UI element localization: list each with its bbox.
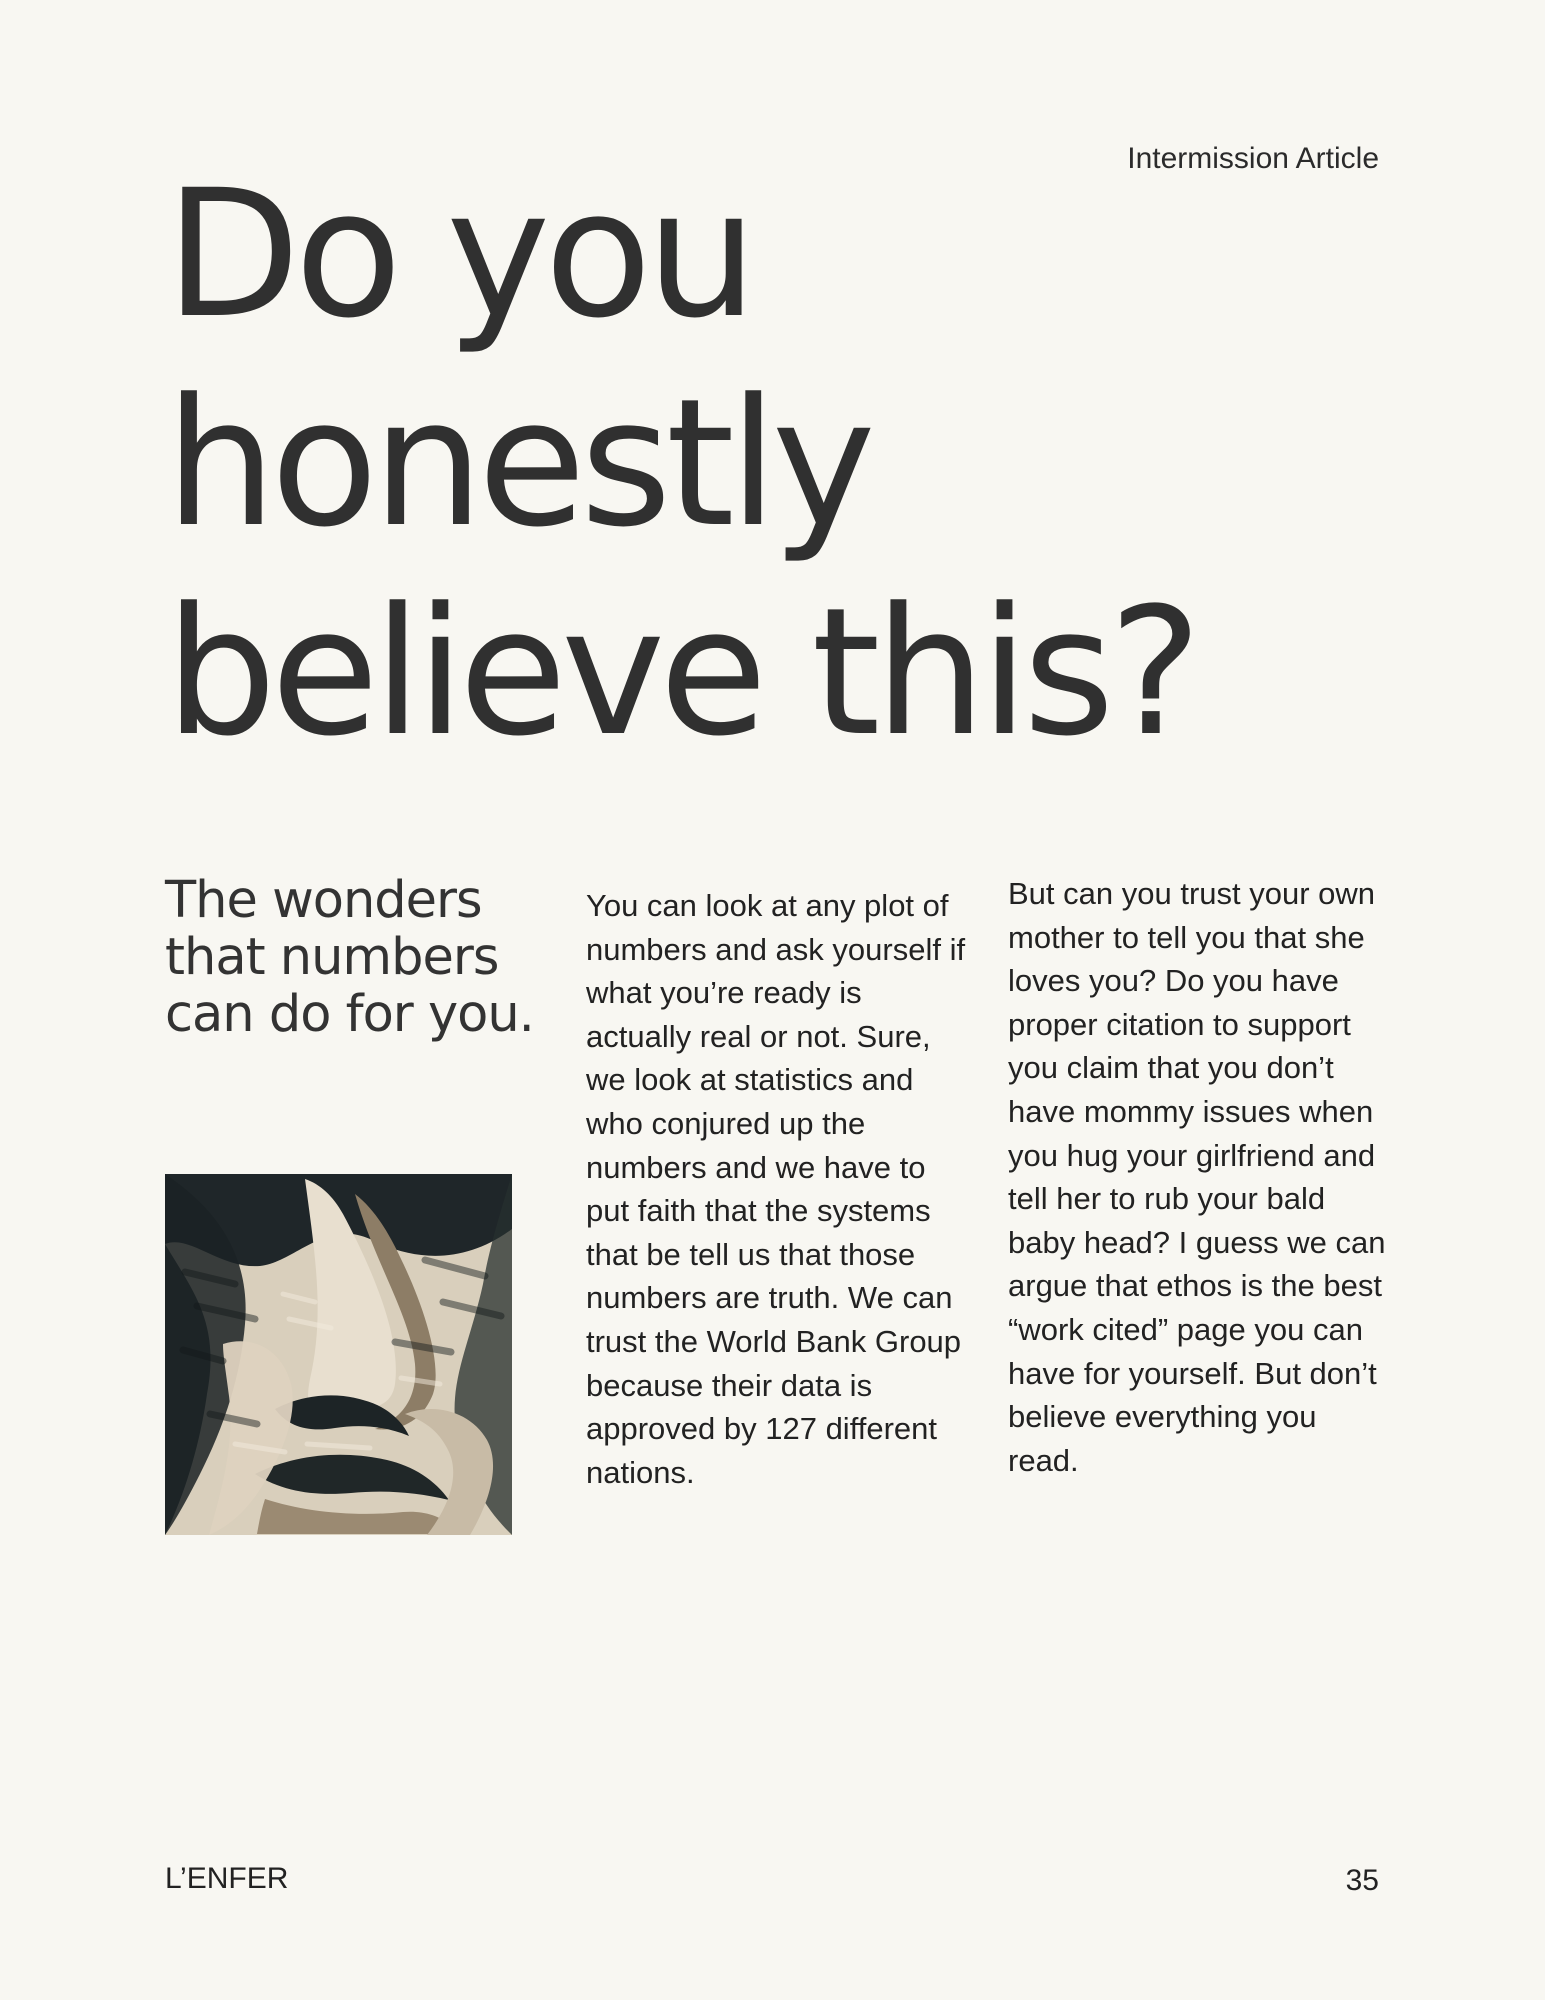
article-column-1: You can look at any plot of numbers and ask yourself if what you’re ready is actually real or not. Sure, we look at statistics and who conjured up the numbers and we have to put faith that the systems that be tell us that those numbers are truth. We can trust the World Bank Group because their data is approved by 127 different nations.	[586, 888, 966, 1490]
article-column-2: But can you trust your own mother to tell you that she loves you? Do you have proper citation to support you claim that you don’t have mommy issues when you hug your girlfriend and tell her to rub your bald baby head? I guess we can argue that ethos is the best “work cited” page you can have for yourself. But don’t believe everything you read.	[1008, 876, 1386, 1478]
subheading: The wonders that numbers can do for you.	[165, 871, 534, 1044]
headline-line-3: believe this?	[165, 570, 1197, 775]
headline-line-2: honestly	[165, 361, 870, 566]
headline-line-1: Do you	[165, 152, 752, 357]
painted-face-image	[165, 1174, 512, 1535]
article-image	[165, 1174, 512, 1535]
section-label: Intermission Article	[1127, 142, 1379, 175]
headline	[165, 150, 1196, 777]
publication-name: L’ENFER	[165, 1862, 289, 1895]
page-number: 35	[1345, 1864, 1379, 1897]
